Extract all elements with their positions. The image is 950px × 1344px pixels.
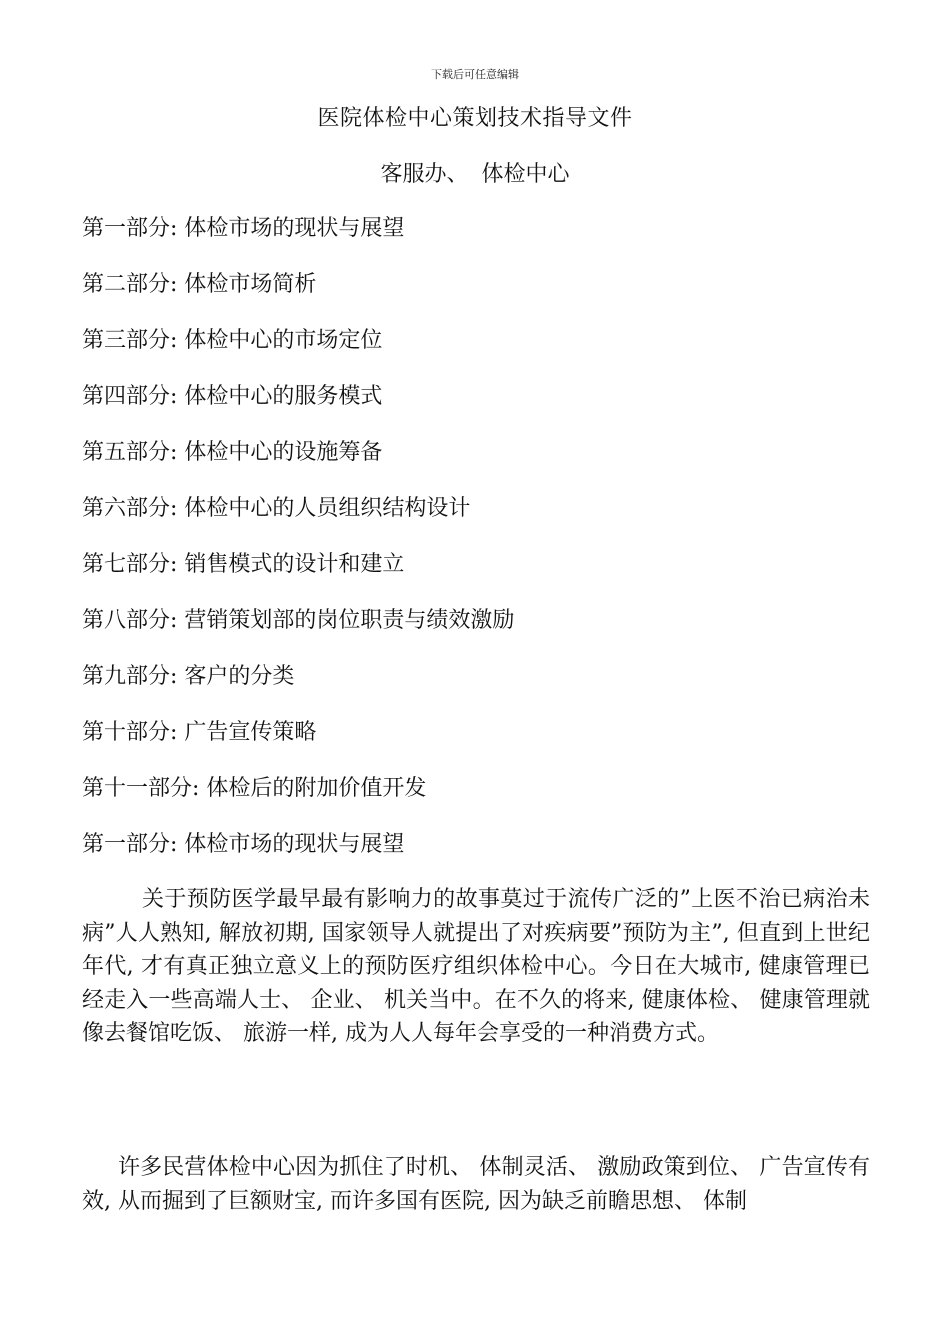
toc-item: 第七部分: 销售模式的设计和建立 [82,552,405,577]
toc-item: 第一部分: 体检市场的现状与展望 [82,216,405,241]
toc-item: 第六部分: 体检中心的人员组织结构设计 [82,496,471,521]
toc-item: 第三部分: 体检中心的市场定位 [82,328,383,353]
table-of-contents [82,213,882,829]
toc-item: 第四部分: 体检中心的服务模式 [82,384,383,409]
toc-item: 第五部分: 体检中心的设施筹备 [82,440,383,465]
toc-item: 第八部分: 营销策划部的岗位职责与绩效激励 [82,608,515,633]
body-paragraph: 许多民营体检中心因为抓住了时机、 体制灵活、 激励政策到位、 广告宣传有效, 从而掘到了巨额财宝, 而许多国有医院, 因为缺乏前瞻思想、 体制 [82,1155,870,1214]
header-note: 下载后可任意编辑 [431,68,519,81]
toc-item: 第十部分: 广告宣传策略 [82,720,317,745]
section-heading: 第一部分: 体检市场的现状与展望 [82,832,405,857]
toc-item: 第二部分: 体检市场简析 [82,272,317,297]
document-subtitle: 客服办、 体检中心 [380,162,570,187]
document-title: 医院体检中心策划技术指导文件 [317,106,633,131]
toc-item: 第十一部分: 体检后的附加价值开发 [82,776,427,801]
body-paragraph: 关于预防医学最早最有影响力的故事莫过于流传广泛的”上医不治已病治未病”人人熟知, 解放初期, 国家领导人就提出了对疾病要”预防为主”, 但直到上世纪年代, 才有真正独立意义上的预防医疗组织体检中心。今日在大城市, 健康管理已经走入一些高端人士、 企业、 机关当中。在不久的将来, 健康体检、 健康管理就像去餐馆吃饭、 旅游一样, 成为人人每年会享受的一种消费方式。 [82,887,870,1046]
toc-item: 第九部分: 客户的分类 [82,664,295,689]
